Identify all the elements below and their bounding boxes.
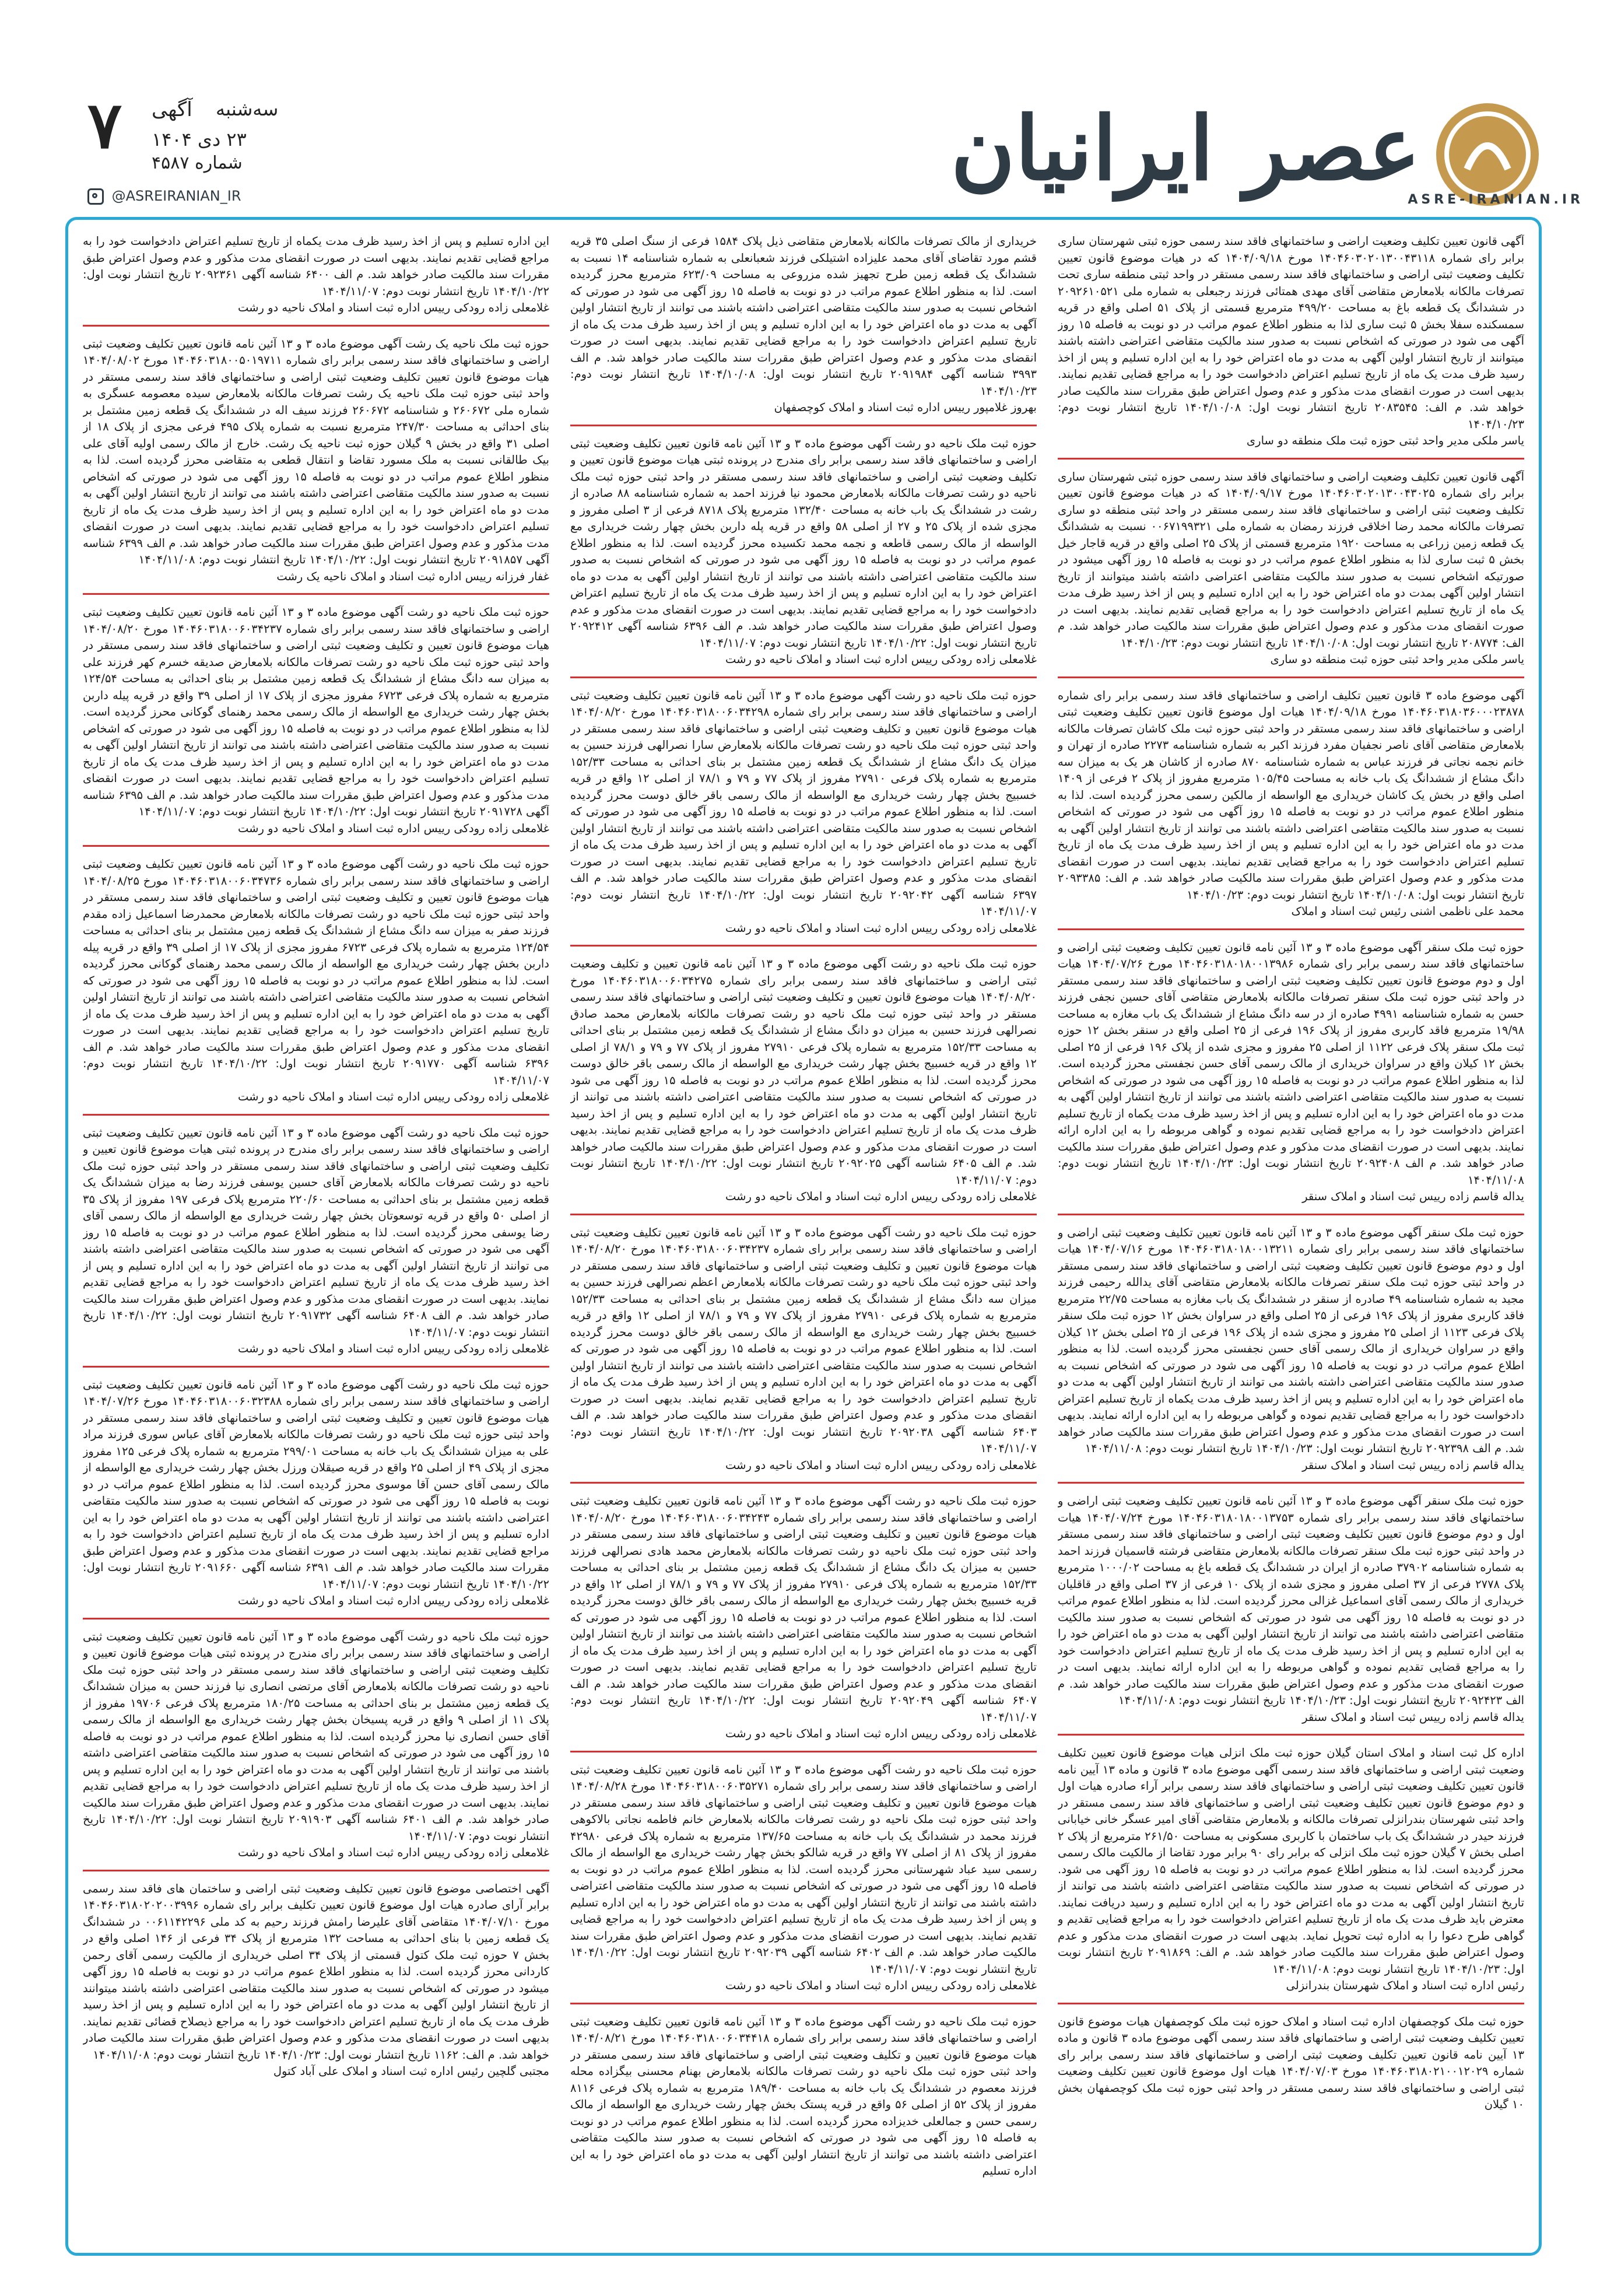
ad-body: آگهی اختصاصی موضوع قانون تعیین تکلیف وضعیت ثبتی اراضی و ساختمان های فاقد سند رسمی برابر آرای صادره هیات اول موضوع قانون تعیین تکلیف برابر رای شماره ۱۴۰۴۶۰۳۱۸۰۲۰۲۰۰۳۹۹۶ مورخ ۱۴۰۴/۰۷/۱۰ متقاضی آقای علیرضا رامش فرزند رحیم به کد ملی ۰۰۶۱۱۴۲۲۹۶ در ششدانگ یک قطعه زمین با بنای احداثی به مساحت ۱۳۲ مترمربع از پلاک ۳۴ فرعی از ۱۴۶ اصلی واقع در بخش ۷ حوزه ثبت ملک کتول قسمتی از پلاک ۳۴ اصلی خریداری از مالکیت رسمی آقای رحمن کاردانی محرز گردیده است. لذا به منظور اطلاع عموم مراتب در دو نوبت به فاصله ۱۵ روز آگهی میشود در صورتی که اشخاص نسبت به صدور سند مالکیت متقاضی اعتراضی داشته باشند میتوانند از تاریخ انتشار اولین آگهی به مدت دو ماه اعتراض خود را به این اداره تسلیم و پس از اخذ رسید ظرف مدت یک ماه از تاریخ تسلیم اعتراض دادخواست خود را به مراجع ذیصلاح قضائی تقدیم نمایند. بدیهی است در صورت انقضای مدت مذکور و عدم وصول اعتراض طبق مقررات سند مالکیت صادر خواهد شد. م الف: ۱۱۶۲ تاریخ انتشار نوبت اول: ۱۴۰۴/۱۰/۲۳ تاریخ انتشار نوبت دوم: ۱۴۰۴/۱۱/۰۸ [83,1881,549,2062]
ad-signature: بهروز غلامپور رییس اداره ثبت اسناد و املاک کوچصفهان [774,401,1037,414]
ad-separator [570,1214,1037,1215]
legal-ad [83,856,549,1106]
legal-ad [570,436,1037,668]
legal-ad [83,336,549,586]
ad-separator [1058,2003,1524,2004]
ad-signature: غلامعلی زاده رودکی رییس اداره ثبت اسناد و املاک ناحیه دو رشت [725,1727,1037,1740]
ad-body: حوزه ثبت ملک ناحیه دو رشت آگهی موضوع ماده ۳ و ۱۳ آئین نامه قانون تعیین تکلیف وضعیت ثبتی اراضی و ساختمانهای فاقد سند رسمی برابر رای مندرج در پرونده ثبتی هیات موضوع قانون تعیین و تکلیف وضعیت ثبتی اراضی و ساختمانهای فاقد سند رسمی مستقر در واحد ثبتی حوزه ثبت ملک ناحیه دو رشت تصرفات مالکانه بلامعارض آقای مرتضی انصاری نیا فرزند حسن به میزان ششدانگ یک قطعه زمین مشتمل بر بنای احداثی به مساحت ۱۸۰/۲۵ مترمربع پلاک فرعی ۱۹۷۰۶ مفروز از پلاک ۱۱ از اصلی ۹ واقع در قریه پسیخان بخش چهار رشت خریداری مع الواسطه از مالک رسمی آقای حسن انصاری نیا محرز گردیده است. لذا به منظور اطلاع عموم مراتب در دو نوبت به فاصله ۱۵ روز آگهی می شود در صورتی که اشخاص نسبت به صدور سند مالکیت متقاضی اعتراضی داشته باشند می توانند از تاریخ انتشار اولین آگهی به مدت دو ماه اعتراض خود را به این اداره تسلیم و پس از اخذ رسید ظرف مدت یک ماه از تاریخ تسلیم اعتراض دادخواست خود را به مراجع قضایی تقدیم نمایند. بدیهی است در صورت انقضای مدت مذکور و عدم وصول اعتراض طبق مقررات سند مالکیت صادر خواهد شد. م الف ۶۴۰۱ شناسه آگهی ۲۰۹۱۹۰۳ تاریخ انتشار نوبت اول: ۱۴۰۴/۱۰/۲۲ تاریخ انتشار نوبت دوم: ۱۴۰۴/۱۱/۰۷ [83,1629,549,1843]
ad-signature: غلامعلی زاده رودکی رییس اداره ثبت اسناد و املاک ناحیه دو رشت [238,301,549,314]
page-number: ۷ [87,87,122,163]
legal-ad [83,604,549,837]
ad-separator [1058,1734,1524,1736]
column-2 [570,233,1037,2239]
social-handle[interactable] [87,188,241,205]
issue-number: شماره ۴۵۸۷ [152,153,243,173]
page-info [87,87,367,175]
ad-body: آگهی قانون تعیین تکلیف وضعیت اراضی و ساختمانهای فاقد سند رسمی حوزه ثبتی شهرستان ساری برابر رای شماره ۱۴۰۴۶۰۳۰۲۰۱۳۰۰۴۳۰۲۵ مورخ ۱۴۰۴/۰۹/۱۷ که در هیات موضوع قانون تعیین تکلیف وضعیت ثبتی اراضی و ساختمانهای فاقد سند رسمی مستقر در واحد ثبتی منطقه دو ساری تصرفات مالکانه محمد رضا اخلاقی فرزند رمضان به شماره ملی ۰۰۶۷۱۹۹۳۲۱ نسبت به ششدانگ یک قطعه زمین زراعی به مساحت ۱۹۲۰ مترمربع قسمتی از پلاک ۲۵ اصلی واقع در قریه قاجار خیل بخش ۵ ثبت ساری لذا به منظور اطلاع عموم مراتب در دو نوبت به فاصله ۱۵ روز آگهی میشود در صورتیکه اشخاص نسبت به صدور سند مالکیت متقاضی اعتراضی داشته باشند میتوانند از تاریخ انتشار اولین آگهی بمدت دو ماه اعتراض خود را به این اداره تسلیم و پس از اخذ رسید ظرف مدت یک ماه از تاریخ تسلیم اعتراض دادخواست خود را به مراجع قضایی تقدیم نمایند. بدیهی است در صورت انقضای مدت مذکور و عدم وصول اعتراض طبق مقررات سند مالکیت صادر خواهد شد. م الف: ۲۰۸۷۷۴ تاریخ انتشار نوبت اول: ۱۴۰۴/۱۰/۰۸ تاریخ انتشار نوبت دوم: ۱۴۰۴/۱۰/۲۳ [1058,469,1524,650]
legal-ad [83,1629,549,1862]
ad-separator [570,425,1037,426]
ad-separator [1058,676,1524,678]
ad-signature: یاسر ملکی مدیر واحد ثبتی حوزه ثبت ملک منطقه دو ساری [1246,434,1524,447]
ad-signature: غلامعلی زاده رودکی رییس اداره ثبت اسناد و املاک ناحیه دو رشت [725,653,1037,666]
ad-body: حوزه ثبت ملک ناحیه دو رشت آگهی موضوع ماده ۳ و ۱۳ آئین نامه قانون تعیین تکلیف وضعیت ثبتی اراضی و ساختمانهای فاقد سند رسمی برابر رای شماره ۱۴۰۴۶۰۳۱۸۰۰۶۰۳۴۲۳۷ مورخ ۱۴۰۴/۰۸/۲۰ هیات موضوع قانون تعیین و تکلیف وضعیت ثبتی اراضی و ساختمانهای فاقد سند رسمی مستقر در واحد ثبتی حوزه ثبت ملک ناحیه دو رشت تصرفات مالکانه بلامعارض اعظم نصرالهی فرزند حسین به میزان سه دانگ مشاع از ششدانگ یک قطعه زمین مشتمل بر بنای احداثی به مساحت ۱۵۲/۳۳ مترمربع به شماره پلاک فرعی ۲۷۹۱۰ مفروز از پلاک ۷۷ و ۷۹ و ۷۸/۱ از اصلی ۱۲ واقع در قریه خسبیج بخش چهار رشت خریداری مع الواسطه از مالک رسمی باقر خالق دوست محرز گردیده است. لذا به منظور اطلاع عموم مراتب در دو نوبت به فاصله ۱۵ روز آگهی می شود در صورتی که اشخاص نسبت به صدور سند مالکیت متقاضی اعتراضی داشته باشند می توانند از تاریخ انتشار اولین آگهی به مدت دو ماه اعتراض خود را به این اداره تسلیم و پس از اخذ رسید ظرف مدت یک ماه از تاریخ تسلیم اعتراض دادخواست خود را به مراجع قضایی تقدیم نمایند. بدیهی است در صورت انقضای مدت مذکور و عدم وصول اعتراض طبق مقررات سند مالکیت صادر خواهد شد. م الف ۶۴۰۳ شناسه آگهی ۲۰۹۲۰۳۸ تاریخ انتشار نوبت اول: ۱۴۰۴/۱۰/۲۲ تاریخ انتشار نوبت دوم: ۱۴۰۴/۱۱/۰۷ [570,1225,1037,1455]
ad-separator [570,2003,1037,2004]
instagram-icon [87,188,104,205]
ad-signature: یداله قاسم زاده رییس ثبت اسناد و املاک سنقر [1302,1710,1524,1724]
ad-separator [570,676,1037,678]
legal-ad [570,1493,1037,1743]
ad-signature: یاسر ملکی مدیر واحد ثبتی حوزه ثبت منطقه دو ساری [1270,653,1524,666]
ad-separator [83,1618,549,1620]
legal-ad [1058,688,1524,920]
ad-separator [1058,458,1524,460]
logo-text: عصر ایرانیان [950,97,1420,200]
legal-ad [83,1881,549,2080]
legal-ad [1058,940,1524,1205]
ad-signature: غلامعلی زاده رودکی رییس اداره ثبت اسناد و املاک ناحیه دو رشت [725,1979,1037,1992]
legal-ad [570,233,1037,416]
ad-signature: مجتبی گلچین رئیس اداره ثبت اسناد و املاک علی آباد کتول [273,2064,549,2078]
column-1 [1058,233,1524,2239]
ad-signature: غلامعلی زاده رودکی رییس اداره ثبت اسناد و املاک ناحیه دو رشت [238,1342,549,1355]
ad-columns [83,233,1524,2239]
legal-ad [570,1225,1037,1474]
legal-ad [83,233,549,317]
issue-day: سه‌شنبه [216,98,279,120]
ad-separator [83,845,549,847]
ad-signature: غلامعلی زاده رودکی رییس اداره ثبت اسناد و املاک ناحیه دو رشت [238,1846,549,1859]
legal-ad [1058,469,1524,668]
ad-body: این اداره تسلیم و پس از اخذ رسید ظرف مدت یکماه از تاریخ تسلیم اعتراض دادخواست خود را به مراجع قضایی تقدیم نمایند. بدیهی است در صورت انقضای مدت مذکور و عدم وصول اعتراض طبق مقررات سند مالکیت صادر خواهد شد. م الف ۶۴۰۰ شناسه آگهی ۲۰۹۲۳۶۱ تاریخ انتشار نوبت اول: ۱۴۰۴/۱۰/۲۲ تاریخ انتشار نوبت دوم: ۱۴۰۴/۱۱/۰۷ [83,234,549,298]
ad-body: حوزه ثبت ملک ناحیه دو رشت آگهی موضوع ماده ۳ و ۱۳ آئین نامه قانون تعیین تکلیف وضعیت ثبتی اراضی و ساختمانهای فاقد سند رسمی برابر رای مندرج در پرونده ثبتی هیات موضوع قانون تعیین و تکلیف وضعیت ثبتی اراضی و ساختمانهای فاقد سند رسمی مستقر در واحد ثبتی حوزه ثبت ملک ناحیه دو رشت تصرفات مالکانه بلامعارض آقای حسین یوسفی فرزند رضا به میزان ششدانگ یک قطعه زمین مشتمل بر بنای احداثی به مساحت ۲۲۰/۶۰ مترمربع پلاک فرعی ۱۹۷ مفروز از پلاک ۳۵ از اصلی ۵۰ واقع در قریه توسعوتان بخش چهار رشت خریداری مع الواسطه از مالک رسمی آقای رضا یوسفی محرز گردیده است. لذا به منظور اطلاع عموم مراتب در دو نوبت به فاصله ۱۵ روز آگهی می شود در صورتی که اشخاص نسبت به صدور سند مالکیت متقاضی اعتراضی داشته باشند می توانند از تاریخ انتشار اولین آگهی به مدت دو ماه اعتراض خود را به این اداره تسلیم و پس از اخذ رسید ظرف مدت یک ماه از تاریخ تسلیم اعتراض دادخواست خود را به مراجع قضایی تقدیم نمایند. بدیهی است در صورت انقضای مدت مذکور و عدم وصول اعتراض طبق مقررات سند مالکیت صادر خواهد شد. م الف ۶۴۰۸ شناسه آگهی ۲۰۹۱۷۳۲ تاریخ انتشار نوبت اول: ۱۴۰۴/۱۰/۲۲ تاریخ انتشار نوبت دوم: ۱۴۰۴/۱۱/۰۷ [83,1126,549,1339]
ad-separator [1058,1214,1524,1215]
ad-body: حوزه ثبت ملک ناحیه دو رشت آگهی موضوع ماده ۳ و ۱۳ آئین نامه قانون تعیین تکلیف وضعیت ثبتی اراضی و ساختمانهای فاقد سند رسمی برابر رای شماره ۱۴۰۴۶۰۳۱۸۰۰۶۰۳۴۴۱۸ مورخ ۱۴۰۴/۰۸/۲۱ هیات موضوع قانون تعیین و تکلیف وضعیت ثبتی اراضی و ساختمانهای فاقد سند رسمی مستقر در واحد ثبتی حوزه ثبت ملک ناحیه دو رشت تصرفات مالکانه بلامعارض بهنام محسنی بیگزاده محله فرزند معصوم در ششدانگ یک باب خانه به مساحت ۱۸۹/۴۰ مترمربع به شماره پلاک فرعی ۸۱۱۶ مفروز از پلاک ۵۲ از اصلی ۵۶ واقع در قریه پستک بخش چهار رشت خریداری مع الواسطه از مالک رسمی حسن و جمالعلی خدیزاده محرز گردیده است. لذا به منظور اطلاع عموم مراتب در دو نوبت به فاصله ۱۵ روز آگهی می شود در صورتی که اشخاص نسبت به صدور سند مالکیت متقاضی اعتراضی داشته باشند می توانند از تاریخ انتشار اولین آگهی به مدت دو ماه اعتراض خود را به این اداره تسلیم [570,2014,1037,2178]
ad-separator [83,1870,549,1871]
ad-body: حوزه ثبت ملک ناحیه یک رشت آگهی موضوع ماده ۳ و ۱۳ آئین نامه قانون تعیین تکلیف وضعیت ثبتی اراضی و ساختمانهای فاقد سند رسمی برابر رای شماره ۱۴۰۴۶۰۳۱۸۰۰۵۰۱۹۷۱۱ مورخ ۱۴۰۴/۰۸/۰۲ هیات موضوع قانون تعیین تکلیف وضعیت ثبتی اراضی و ساختمانهای فاقد سند رسمی مستقر در واحد ثبتی حوزه ثبت ملک ناحیه یک رشت تصرفات مالکانه بلامعارض سیده معصومه عسگری به شماره ملی ۲۶۰۶۷۲ و شناسنامه ۲۶۰۶۷۲ فرزند سیف اله در ششدانگ یک قطعه زمین مشتمل بر بنای احداثی به مساحت ۲۴۷/۳۰ مترمربع نسبت به شماره پلاک ۴۹۵ فرعی مجزی از پلاک ۱۸ از اصلی ۳۱ واقع در بخش ۹ گیلان حوزه ثبت ناحیه یک رشت. خارج از مالک رسمی اولیه آقای علی بیک طالقانی نسبت به ملک مسورد تقاضا و انتقال قطعی به متقاضی محرز گردیده است. لذا به منظور اطلاع عموم مراتب در دو نوبت به فاصله ۱۵ روز آگهی می شود در صورتی که اشخاص نسبت به صدور سند مالکیت متقاضی اعتراضی داشته باشند می توانند از تاریخ انتشار اولین آگهی به مدت دو ماه اعتراض خود را به این اداره تسلیم و پس از اخذ رسید ظرف مدت یک ماه از تاریخ تسلیم اعتراض دادخواست خود را به مراجع قضایی تقدیم نمایند. بدیهی است در صورت انقضای مدت مذکور و عدم وصول اعتراض طبق مقررات سند مالکیت صادر خواهد شد. م الف ۶۳۹۹ شناسه آگهی ۲۰۹۱۸۵۷ تاریخ انتشار نوبت اول: ۱۴۰۴/۱۰/۲۲ تاریخ انتشار نوبت دوم: ۱۴۰۴/۱۱/۰۸ [83,336,549,566]
ad-body: حوزه ثبت ملک کوچصفهان اداره ثبت اسناد و املاک حوزه ثبت ملک کوچصفهان هیات موضوع قانون تعیین تکلیف وضعیت ثبتی اراضی و ساختمانهای فاقد سند رسمی آگهی موضوع ماده ۳ قانون و ماده ۱۳ آیین نامه قانون تعیین تکلیف وضعیت ثبتی اراضی و ساختمانهای فاقد سند رسمی برابر رای شماره ۱۴۰۴۶۰۳۱۸۰۲۱۰۰۱۲۰۲۹ مورخ ۱۴۰۴/۰۷/۰۳ هیات اول موضوع قانون تعیین تکلیف وضعیت ثبتی اراضی و ساختمانهای فاقد سند رسمی مستقر در واحد ثبتی حوزه ثبت ملک کوچصفهان بخش ۱۰ گیلان [1058,2014,1524,2111]
ad-signature: یداله قاسم زاده رییس ثبت اسناد و املاک سنقر [1302,1458,1524,1472]
ad-body: حوزه ثبت ملک ناحیه دو رشت آگهی موضوع ماده ۳ و ۱۳ آئین نامه قانون تعیین تکلیف وضعیت ثبتی اراضی و ساختمانهای فاقد سند رسمی برابر رای شماره ۱۴۰۴۶۰۳۱۸۰۰۶۰۳۵۲۷۱ مورخ ۱۴۰۴/۰۸/۲۸ هیات موضوع قانون تعیین و تکلیف وضعیت ثبتی اراضی و ساختمانهای فاقد سند رسمی مستقر در واحد ثبتی حوزه ثبت ملک ناحیه دو رشت تصرفات مالکانه بلامعارض خانم فاطمه نجاتی بالاکوهی فرزند محمد در ششدانگ یک باب خانه به مساحت ۱۳۷/۶۵ مترمربع به شماره پلاک فرعی ۴۲۹۸۰ مفروز از پلاک ۸۱ از اصلی ۷۷ واقع در قریه شالکو بخش چهار رشت خریداری مع الواسطه از مالک رسمی سید عباد شهرستانی محرز گردیده است. لذا به منظور اطلاع عموم مراتب در دو نوبت به فاصله ۱۵ روز آگهی می شود در صورتی که اشخاص نسبت به صدور سند مالکیت متقاضی اعتراضی داشته باشند می توانند از تاریخ انتشار اولین آگهی به مدت دو ماه اعتراض خود را به این اداره تسلیم و پس از اخذ رسید ظرف مدت یک ماه از تاریخ تسلیم اعتراض دادخواست خود را به مراجع قضایی تقدیم نمایند. بدیهی است در صورت انقضای مدت مذکور و عدم وصول اعتراض طبق مقررات سند مالکیت صادر خواهد شد. م الف ۶۴۰۲ شناسه آگهی ۲۰۹۲۰۳۹ تاریخ انتشار نوبت اول: ۱۴۰۴/۱۰/۲۲ تاریخ انتشار نوبت دوم: ۱۴۰۴/۱۱/۰۷ [570,1762,1037,1976]
ad-body: خریداری از مالک تصرفات مالکانه بلامعارض متقاضی ذیل پلاک ۱۵۸۴ فرعی از سنگ اصلی ۳۵ قریه قشم مورد تقاضای آقای محمد علیزاده اشتیلکی فرزند شعبانعلی به شماره شناسنامه ۱۴ نسبت به ششدانگ یک قطعه زمین طرح تجهیز شده مزروعی به مساحت ۶۲۳/۰۹ مترمربع محرز گردیده است. لذا به منظور اطلاع عموم مراتب در دو نوبت به فاصله ۱۵ روز آگهی می شود در صورتی که اشخاص نسبت به صدور سند مالکیت متقاضی اعتراضی داشته باشند می توانند از تاریخ انتشار اولین آگهی به مدت دو ماه اعتراض خود را به این اداره تسلیم و پس از اخذ رسید ظرف مدت یک ماه از تاریخ تسلیم اعتراض دادخواست خود را به مراجع قضایی تقدیم نمایند. بدیهی است در صورت انقضای مدت مذکور و عدم وصول اعتراض طبق مقررات سند مالکیت صادر خواهد شد. م الف ۳۹۹۳ شناسه آگهی ۲۰۹۱۹۸۴ تاریخ انتشار نوبت اول: ۱۴۰۴/۱۰/۰۸ تاریخ انتشار نوبت دوم: ۱۴۰۴/۱۰/۲۳ [570,234,1037,398]
ad-body: حوزه ثبت ملک ناحیه دو رشت آگهی موضوع ماده ۳ و ۱۳ آئین نامه قانون تعیین تکلیف وضعیت ثبتی اراضی و ساختمانهای فاقد سند رسمی برابر رای شماره ۱۴۰۴۶۰۳۱۸۰۰۶۰۳۴۲۹۸ مورخ ۱۴۰۴/۰۸/۲۰ هیات موضوع قانون تعیین و تکلیف وضعیت ثبتی اراضی و ساختمانهای فاقد سند رسمی مستقر در واحد ثبتی حوزه ثبت ملک ناحیه دو رشت تصرفات مالکانه بلامعارض سارا نصرالهی فرزند حسین به میزان یک دانگ مشاع از ششدانگ یک قطعه زمین مشتمل بر بنای احداثی به مساحت ۱۵۲/۳۳ مترمربع به شماره پلاک فرعی ۲۷۹۱۰ مفروز از پلاک ۷۷ و ۷۹ و ۷۸/۱ از اصلی ۱۲ واقع در قریه خسبیج بخش چهار رشت خریداری مع الواسطه از مالک رسمی باقر خالق دوست محرز گردیده است. لذا به منظور اطلاع عموم مراتب در دو نوبت به فاصله ۱۵ روز آگهی می شود در صورتی که اشخاص نسبت به صدور سند مالکیت متقاضی اعتراضی داشته باشند می توانند از تاریخ انتشار اولین آگهی به مدت دو ماه اعتراض خود را به این اداره تسلیم و پس از اخذ رسید ظرف مدت یک ماه از تاریخ تسلیم اعتراض دادخواست خود را به مراجع قضایی تقدیم نمایند. بدیهی است در صورت انقضای مدت مذکور و عدم وصول اعتراض طبق مقررات سند مالکیت صادر خواهد شد. م الف ۶۳۹۷ شناسه آگهی ۲۰۹۲۰۴۲ تاریخ انتشار نوبت اول: ۱۴۰۴/۱۰/۲۲ تاریخ انتشار نوبت دوم: ۱۴۰۴/۱۱/۰۷ [570,688,1037,918]
legal-ad [570,1762,1037,1994]
ad-separator [570,1751,1037,1752]
page-section: آگهی [152,98,192,121]
legal-ad [83,1125,549,1358]
legal-ad [1058,1745,1524,1994]
ad-body: حوزه ثبت ملک سنقر آگهی موضوع ماده ۳ و ۱۳ آئین نامه قانون تعیین تکلیف وضعیت ثبتی اراضی و ساختمانهای فاقد سند رسمی برابر رای شماره ۱۴۰۴۶۰۳۱۸۰۱۸۰۰۱۳۲۱۱ مورخ ۱۴۰۴/۰۷/۱۶ هیات اول و دوم موضوع قانون تعیین تکلیف وضعیت ثبتی اراضی و ساختمانهای فاقد سند رسمی مستقر در واحد ثبتی حوزه ثبت ملک سنقر تصرفات مالکانه بلامعارض متقاضی آقای یدالله رحیمی فرزند مجید به شماره شناسنامه ۴۹ صادره از سنقر در ششدانگ یک باب مغازه به مساحت ۲۲/۷۵ مترمربع فاقد کاربری مفروز از پلاک ۱۹۶ فرعی از ۲۵ اصلی واقع در سراوان بخش ۱۲ حوزه ثبت ملک سنقر پلاک فرعی ۱۱۲۳ از اصلی ۲۵ مفروز و مجزی شده از پلاک ۱۹۶ فرعی از ۲۵ اصلی بخش ۱۲ کیلان واقع در سراوان خریداری از مالک رسمی آقای حسن نجفستی محرز گردیده است. لذا به منظور اطلاع عموم مراتب در دو نوبت به فاصله ۱۵ روز آگهی می شود در صورتی که اشخاص نسبت به صدور سند مالکیت متقاضی اعتراضی داشته باشند می توانند از تاریخ انتشار اولین آگهی به مدت دو ماه اعتراض خود را به این اداره تسلیم و پس از اخذ رسید ظرف مدت یکماه از تاریخ تسلیم اعتراض دادخواست خود را به مراجع قضایی تقدیم نموده و گواهی مربوطه را به این اداره ارائه نمایند. بدیهی است در صورت انقضای مدت مذکور و عدم وصول اعتراض طبق مقررات سند مالکیت صادر خواهد شد. م الف ۲۰۹۲۳۹۸ تاریخ انتشار نوبت اول: ۱۴۰۴/۱۰/۲۳ تاریخ انتشار نوبت دوم: ۱۴۰۴/۱۱/۰۸ [1058,1225,1524,1455]
ad-body: حوزه ثبت ملک ناحیه دو رشت آگهی موضوع ماده ۳ و ۱۳ آئین نامه قانون تعیین تکلیف وضعیت ثبتی اراضی و ساختمانهای فاقد سند رسمی برابر رای شماره ۱۴۰۴۶۰۳۱۸۰۰۶۰۳۴۷۳۶ مورخ ۱۴۰۴/۰۸/۲۵ هیات موضوع قانون تعیین و تکلیف وضعیت ثبتی اراضی و ساختمانهای فاقد سند رسمی مستقر در واحد ثبتی حوزه ثبت ملک ناحیه دو رشت تصرفات مالکانه بلامعارض محمدرضا اسماعیل زاده مقدم فرزند صفر به میزان سه دانگ مشاع از ششدانگ یک قطعه زمین مشتمل بر بنای احداثی به مساحت ۱۲۴/۵۴ مترمربع به شماره پلاک فرعی ۶۷۲۳ مفروز مجزی از پلاک ۱۷ از اصلی ۳۹ واقع در قریه پیله داربن بخش چهار رشت خریداری مع الواسطه از مالک رسمی محمد رهنمای گوکانی محرز گردیده است. لذا به منظور اطلاع عموم مراتب در دو نوبت به فاصله ۱۵ روز آگهی می شود در صورتی که اشخاص نسبت به صدور سند مالکیت متقاضی اعتراضی داشته باشند می توانند از تاریخ انتشار اولین آگهی به مدت دو ماه اعتراض خود را به این اداره تسلیم و پس از اخذ رسید ظرف مدت یک ماه از تاریخ تسلیم اعتراض دادخواست خود را به مراجع قضایی تقدیم نمایند. بدیهی است در صورت انقضای مدت مذکور و عدم وصول اعتراض طبق مقررات سند مالکیت صادر خواهد شد. م الف ۶۳۹۶ شناسه آگهی ۲۰۹۱۷۷۰ تاریخ انتشار نوبت اول: ۱۴۰۴/۱۰/۲۲ تاریخ انتشار نوبت دوم: ۱۴۰۴/۱۱/۰۷ [83,857,549,1087]
legal-ad [1058,2014,1524,2113]
issue-date: ۲۳ دی ۱۴۰۴ [152,128,247,150]
ad-body: آگهی قانون تعیین تکلیف وضعیت اراضی و ساختمانهای فاقد سند رسمی حوزه ثبتی شهرستان ساری برابر رای شماره ۱۴۰۴۶۰۳۰۲۰۱۳۰۰۴۳۱۱۸ مورخ ۱۴۰۴/۰۹/۱۸ که در هیات موضوع قانون تعیین تکلیف وضعیت ثبتی اراضی و ساختمانهای فاقد سند رسمی مستقر در واحد ثبتی منطقه ساری تحت تصرفات مالکانه بلامعارض متقاضی آقای مهدی همتائی فرزند رجبعلی به شماره ملی ۲۰۹۲۶۱۰۵۲۱ در ششدانگ یک قطعه باغ به مساحت ۴۹۹/۲۰ مترمربع قسمتی از پلاک ۵۱ اصلی واقع در قریه سمسکنده سفلا بخش ۵ ثبت ساری لذا به منظور اطلاع عموم مراتب در دو نوبت به فاصله ۱۵ روز آگهی می شود در صورتی که اشخاص نسبت به صدور سند مالکیت متقاضی اعتراضی داشته باشند میتوانند از تاریخ انتشار اولین آگهی به مدت دو ماه اعتراض خود را به این اداره تسلیم و پس از اخذ رسید ظرف مدت یک ماه از تاریخ تسلیم اعتراض دادخواست خود را به مراجع قضایی تقدیم نمایند. بدیهی است در صورت انقضای مدت مذکور و عدم وصول اعتراض طبق مقررات سند مالکیت صادر خواهد شد. م الف: ۲۰۸۳۵۴۵ تاریخ انتشار نوبت اول: ۱۴۰۴/۱۰/۰۸ تاریخ انتشار نوبت دوم: ۱۴۰۴/۱۰/۲۳ [1058,234,1524,431]
ad-separator [1058,1482,1524,1484]
ad-body: حوزه ثبت ملک ناحیه دو رشت آگهی موضوع ماده ۳ و ۱۳ آئین نامه قانون تعیین تکلیف وضعیت ثبتی اراضی و ساختمانهای فاقد سند رسمی برابر رای شماره ۱۴۰۴۶۰۳۱۸۰۰۶۰۳۴۲۳۷ مورخ ۱۴۰۴/۰۸/۲۰ هیات موضوع قانون تعیین و تکلیف وضعیت ثبتی اراضی و ساختمانهای فاقد سند رسمی مستقر در واحد ثبتی حوزه ثبت ملک ناحیه دو رشت تصرفات مالکانه بلامعارض صدیقه خسرم کهر فرزند علی به میزان سه دانگ مشاع از ششدانگ یک قطعه زمین مشتمل بر بنای احداثی به مساحت ۱۲۴/۵۴ مترمربع به شماره پلاک فرعی ۶۷۲۳ مفروز مجزی از پلاک ۱۷ از اصلی ۳۹ واقع در قریه پیله داربن بخش چهار رشت خریداری مع الواسطه از مالک رسمی محمد رهنمای گوکانی محرز گردیده است. لذا به منظور اطلاع عموم مراتب در دو نوبت به فاصله ۱۵ روز آگهی می شود در صورتی که اشخاص نسبت به صدور سند مالکیت متقاضی اعتراضی داشته باشند می توانند از تاریخ انتشار اولین آگهی به مدت دو ماه اعتراض خود را به این اداره تسلیم و پس از اخذ رسید ظرف مدت یک ماه از تاریخ تسلیم اعتراض دادخواست خود را به مراجع قضایی تقدیم نمایند. بدیهی است در صورت انقضای مدت مذکور و عدم وصول اعتراض طبق مقررات سند مالکیت صادر خواهد شد. م الف ۶۳۹۵ شناسه آگهی ۲۰۹۱۷۲۸ تاریخ انتشار نوبت اول: ۱۴۰۴/۱۰/۲۲ تاریخ انتشار نوبت دوم: ۱۴۰۴/۱۱/۰۷ [83,605,549,818]
legal-ad [570,2014,1037,2180]
ad-body: حوزه ثبت ملک سنقر آگهی موضوع ماده ۳ و ۱۳ آئین نامه قانون تعیین تکلیف وضعیت ثبتی اراضی و ساختمانهای فاقد سند رسمی برابر رای شماره ۱۴۰۴۶۰۳۱۸۰۱۸۰۰۱۳۷۵۳ مورخ ۱۴۰۴/۰۷/۲۴ هیات اول و دوم موضوع قانون تعیین تکلیف وضعیت ثبتی اراضی و ساختمانهای فاقد سند رسمی مستقر در واحد ثبتی حوزه ثبت ملک سنقر تصرفات مالکانه بلامعارض متقاضی فرشته قاسمیان فرزند احمد به شماره شناسنامه ۳۷۹۰۲ صادره از ایران در ششدانگ یک قطعه باغ به مساحت ۱۰۰۰/۰۲ مترمربع پلاک ۲۷۷۸ فرعی از ۳۷ اصلی مفروز و مجزی شده از پلاک ۱۰ فرعی از ۳۷ اصلی واقع در قاقلیان خریداری از مالک رسمی آقای اسماعیل غزالی محرز گردیده است. لذا به منظور اطلاع عموم مراتب در دو نوبت به فاصله ۱۵ روز آگهی می شود در صورتی که اشخاص نسبت به صدور سند مالکیت متقاضی اعتراضی داشته باشند می توانند از تاریخ انتشار اولین آگهی به مدت دو ماه اعتراض خود را به این اداره تسلیم و پس از اخذ رسید ظرف مدت یک ماه از تاریخ تسلیم اعتراض دادخواست خود را به مراجع قضایی تقدیم نموده و گواهی مربوطه را به این اداره ارائه نمایند. بدیهی است در صورت انقضای مدت مذکور و عدم وصول اعتراض طبق مقررات سند مالکیت صادر خواهد شد. م الف ۲۰۹۲۴۲۳ تاریخ انتشار نوبت اول: ۱۴۰۴/۱۰/۲۳ تاریخ انتشار نوبت دوم: ۱۴۰۴/۱۱/۰۸ [1058,1494,1524,1707]
ad-separator [570,1482,1037,1484]
ad-body: حوزه ثبت ملک ناحیه دو رشت آگهی موضوع ماده ۳ و ۱۳ آئین نامه قانون تعیین تکلیف وضعیت ثبتی اراضی و ساختمانهای فاقد سند رسمی برابر رای شماره ۱۴۰۴۶۰۳۱۸۰۰۶۰۳۴۲۴۳ مورخ ۱۴۰۴/۰۸/۲۰ هیات موضوع قانون تعیین و تکلیف وضعیت ثبتی اراضی و ساختمانهای فاقد سند رسمی مستقر در واحد ثبتی حوزه ثبت ملک ناحیه دو رشت تصرفات مالکانه بلامعارض محمد هادی نصرالهی فرزند حسین به میزان یک دانگ مشاع از ششدانگ یک قطعه زمین مشتمل بر بنای احداثی به مساحت ۱۵۲/۳۳ مترمربع به شماره پلاک فرعی ۲۷۹۱۰ مفروز از پلاک ۷۷ و ۷۹ و ۷۸/۱ از اصلی ۱۲ واقع در قریه خسبیج بخش چهار رشت خریداری مع الواسطه از مالک رسمی باقر خالق دوست محرز گردیده است. لذا به منظور اطلاع عموم مراتب در دو نوبت به فاصله ۱۵ روز آگهی می شود در صورتی که اشخاص نسبت به صدور سند مالکیت متقاضی اعتراضی داشته باشند می توانند از تاریخ انتشار اولین آگهی به مدت دو ماه اعتراض خود را به این اداره تسلیم و پس از اخذ رسید ظرف مدت یک ماه از تاریخ تسلیم اعتراض دادخواست خود را به مراجع قضایی تقدیم نمایند. بدیهی است در صورت انقضای مدت مذکور و عدم وصول اعتراض طبق مقررات سند مالکیت صادر خواهد شد. م الف ۶۴۰۷ شناسه آگهی ۲۰۹۲۰۴۹ تاریخ انتشار نوبت اول: ۱۴۰۴/۱۰/۲۲ تاریخ انتشار نوبت دوم: ۱۴۰۴/۱۱/۰۷ [570,1494,1037,1724]
ad-separator [83,593,549,595]
ad-body: اداره کل ثبت اسناد و املاک استان گیلان حوزه ثبت ملک انزلی هیات موضوع قانون تعیین تکلیف وضعیت ثبتی اراضی و ساختمانهای فاقد سند رسمی آگهی موضوع ماده ۳ قانون و ماده ۱۳ آیین نامه قانون تعیین تکلیف وضعیت ثبتی اراضی و ساختمانهای فاقد سند رسمی برابر آراء صادره هیات اول و دوم موضوع قانون تعیین تکلیف وضعیت ثبتی اراضی و ساختمانهای فاقد سند رسمی مستقر در واحد ثبتی شهرستان بندرانزلی تصرفات مالکانه و بلامعارض متقاضی آقای امیر عسگر خانی خیابانی فرزند حیدر در ششدانگ یک باب ساختمان با کاربری مسکونی به مساحت ۲۶۱/۵۰ مترمربع از پلاک ۲ اصلی بخش ۷ گیلان حوزه ثبت ملک انزلی که برابر رای ۹۰ برابر مورد تقاضا از مالکیت مالک رسمی محرز گردیده است. لذا به منظور اطلاع عموم مراتب در دو نوبت به فاصله ۱۵ روز آگهی می شود. در صورتی که اشخاص نسبت به صدور سند مالکیت متقاضی اعتراضی داشته باشند می توانند از تاریخ انتشار اولین آگهی به مدت دو ماه اعتراض خود را به این اداره تسلیم و رسید دریافت نمایند. معترض باید ظرف مدت یک ماه از تاریخ تسلیم اعتراض دادخواست خود را به مراجع قضایی تقدیم و گواهی طرح دعوا را به اداره ثبت تحویل نماید. بدیهی است در صورت انقضای مدت مذکور و عدم وصول اعتراض طبق مقررات سند مالکیت صادر خواهد شد. م الف: ۲۰۹۱۸۶۹ تاریخ انتشار نوبت اول: ۱۴۰۴/۱۰/۲۳ تاریخ انتشار نوبت دوم: ۱۴۰۴/۱۱/۰۸ [1058,1746,1524,1976]
ad-signature: غفار فرزانه رییس اداره ثبت اسناد و املاک ناحیه یک رشت [276,569,549,583]
legal-ad [1058,1493,1524,1726]
ad-signature: غلامعلی زاده رودکی رییس اداره ثبت اسناد و املاک ناحیه دو رشت [238,821,549,835]
ad-signature: غلامعلی زاده رودکی رییس اداره ثبت اسناد و املاک ناحیه دو رشت [725,1458,1037,1472]
social-handle-text: @ASREIRANIAN_IR [111,188,241,204]
legal-ad [570,688,1037,937]
ad-body: حوزه ثبت ملک ناحیه دو رشت آگهی موضوع ماده ۳ و ۱۳ آئین نامه قانون تعیین تکلیف وضعیت ثبتی اراضی و ساختمانهای فاقد سند رسمی برابر رای مندرج در پرونده ثبتی هیات موضوع قانون تعیین و تکلیف وضعیت ثبتی اراضی و ساختمانهای فاقد سند رسمی مستقر در واحد ثبتی حوزه ثبت ملک ناحیه دو رشت تصرفات مالکانه بلامعارض محمود نیا فرزند احمد به شماره شناسنامه ۸۸ صادره از رشت در ششدانگ یک باب خانه به مساحت ۱۳۲/۴۰ مترمربع پلاک ۸۷۱۸ فرعی از ۳ اصلی مفروز و مجزی شده از پلاک ۲۵ و ۲۷ از اصلی ۵۸ واقع در قریه پله داربن بخش چهار رشت خریداری مع الواسطه از مالک رسمی قاطعه و نجمه محمد تکسیده محرز گردیده است. لذا به منظور اطلاع عموم مراتب در دو نوبت به فاصله ۱۵ روز آگهی می شود در صورتی که اشخاص نسبت به صدور سند مالکیت متقاضی اعتراضی داشته باشند می توانند از تاریخ انتشار اولین آگهی به مدت دو ماه اعتراض خود را به این اداره تسلیم و پس از اخذ رسید ظرف مدت یک ماه از تاریخ تسلیم اعتراض دادخواست خود را به مراجع قضایی تقدیم نمایند. بدیهی است در صورت انقضای مدت مذکور و عدم وصول اعتراض طبق مقررات سند مالکیت صادر خواهد شد. م الف ۶۳۹۶ شناسه آگهی ۲۰۹۲۴۱۲ تاریخ انتشار نوبت اول: ۱۴۰۴/۱۰/۲۲ تاریخ انتشار نوبت دوم: ۱۴۰۴/۱۱/۰۷ [570,436,1037,650]
legal-ad [1058,1225,1524,1474]
ad-separator [83,1366,549,1368]
ad-body: حوزه ثبت ملک ناحیه دو رشت آگهی موضوع ماده ۳ و ۱۳ آئین نامه قانون تعیین تکلیف وضعیت ثبتی اراضی و ساختمانهای فاقد سند رسمی برابر رای شماره ۱۴۰۴۶۰۳۱۸۰۰۶۰۳۲۳۸۸ مورخ ۱۴۰۴/۰۷/۲۶ هیات موضوع قانون تعیین و تکلیف وضعیت ثبتی اراضی و ساختمانهای فاقد سند رسمی مستقر در واحد ثبتی حوزه ثبت ملک ناحیه دو رشت تصرفات مالکانه بلامعارض آقای عباس سوری فرزند مراد علی به میزان ششدانگ یک باب خانه به مساحت ۲۹۹/۰۱ مترمربع به شماره پلاک فرعی ۱۲۵ مفروز مجزی از پلاک ۴۹ از اصلی ۲۵ واقع در قریه صیقلان ورزل بخش چهار رشت خریداری مع الواسطه از مالک رسمی آقای حسن آقا موسوی محرز گردیده است. لذا به منظور اطلاع عموم مراتب در دو نوبت به فاصله ۱۵ روز آگهی می شود در صورتی که اشخاص نسبت به صدور سند مالکیت متقاضی اعتراضی داشته باشند می توانند از تاریخ انتشار اولین آگهی به مدت دو ماه اعتراض خود را به این اداره تسلیم و پس از اخذ رسید ظرف مدت یک ماه از تاریخ تسلیم اعتراض دادخواست خود را به مراجع قضایی تقدیم نمایند. بدیهی است در صورت انقضای مدت مذکور و عدم وصول اعتراض طبق مقررات سند مالکیت صادر خواهد شد. م الف ۶۳۹۱ شناسه آگهی ۲۰۹۱۶۶۰ تاریخ انتشار نوبت اول: ۱۴۰۴/۱۰/۲۲ تاریخ انتشار نوبت دوم: ۱۴۰۴/۱۱/۰۷ [83,1377,549,1591]
column-3 [83,233,549,2239]
ad-body: آگهی موضوع ماده ۳ قانون تعیین تکلیف اراضی و ساختمانهای فاقد سند رسمی برابر رای شماره ۱۴۰۴۶۰۳۱۸۰۳۶۰۰۰۲۳۸۷۸ مورخ ۱۴۰۴/۰۹/۱۸ هیات اول موضوع قانون تعیین تکلیف وضعیت ثبتی اراضی و ساختمانهای فاقد سند رسمی مستقر در واحد ثبتی حوزه ثبت ملک کاشان تصرفات مالکانه بلامعارض متقاضی آقای ناصر نجفیان مفرد فرزند اکبر به شماره شناسنامه ۲۲۷۳ صادره از تهران و خانم نجمه نجاتی فر فرزند عباس به شماره شناسنامه ۸۷۰ صادره از کاشان هر یک به میزان سه دانگ مشاع از ششدانگ یک باب خانه به مساحت ۱۰۵/۴۵ مترمربع مفروز از پلاک ۲ فرعی از ۱۴۰۹ اصلی واقع در بخش یک کاشان خریداری مع الواسطه از مالکین رسمی محرز گردیده است. لذا به منظور اطلاع عموم مراتب در دو نوبت به فاصله ۱۵ روز آگهی می شود در صورتی که اشخاص نسبت به صدور سند مالکیت متقاضی اعتراضی داشته باشند می توانند از تاریخ انتشار اولین آگهی به مدت دو ماه اعتراض خود را به این اداره تسلیم و پس از اخذ رسید ظرف مدت یک ماه از تاریخ تسلیم اعتراض دادخواست خود را به مراجع قضایی تقدیم نمایند. بدیهی است در صورت انقضای مدت مذکور و عدم وصول اعتراض طبق مقررات سند مالکیت صادر خواهد شد. م الف: ۲۰۹۳۳۸۵ تاریخ انتشار نوبت اول: ۱۴۰۴/۱۰/۰۸ تاریخ انتشار نوبت دوم: ۱۴۰۴/۱۰/۲۳ [1058,688,1524,902]
ad-separator [570,945,1037,947]
legal-ad [1058,233,1524,450]
legal-ad [570,956,1037,1205]
ad-body: حوزه ثبت ملک ناحیه دو رشت آگهی موضوع ماده ۳ و ۱۳ آئین نامه قانون تعیین و تکلیف وضعیت ثبتی اراضی و ساختمانهای فاقد سند رسمی برابر رای شماره ۱۴۰۴۶۰۳۱۸۰۰۶۰۳۴۲۷۵ مورخ ۱۴۰۴/۰۸/۲۰ هیات موضوع قانون تعیین و تکلیف وضعیت ثبتی اراضی و ساختمانهای فاقد سند رسمی مستقر در واحد ثبتی حوزه ثبت ملک ناحیه دو رشت تصرفات مالکانه بلامعارض محمد صادق نصرالهی فرزند حسین به میزان دو دانگ مشاع از ششدانگ یک قطعه زمین مشتمل بر بنای احداثی به مساحت ۱۵۲/۳۳ مترمربع به شماره پلاک فرعی ۲۷۹۱۰ مفروز از پلاک ۷۷ و ۷۹ و ۷۸/۱ از اصلی ۱۲ واقع در قریه خسبیج بخش چهار رشت خریداری مع الواسطه از مالک رسمی باقر خالق دوست محرز گردیده است. لذا به منظور اطلاع عموم مراتب در دو نوبت به فاصله ۱۵ روز آگهی می شود در صورتی که اشخاص نسبت به صدور سند مالکیت متقاضی اعتراضی داشته باشند می توانند از تاریخ انتشار اولین آگهی به مدت دو ماه اعتراض خود را به این اداره تسلیم و پس از اخذ رسید ظرف مدت یک ماه از تاریخ تسلیم اعتراض دادخواست خود را به مراجع قضایی تقدیم نمایند. بدیهی است در صورت انقضای مدت مذکور و عدم وصول اعتراض طبق مقررات سند مالکیت صادر خواهد شد. م الف ۶۴۰۵ شناسه آگهی ۲۰۹۲۰۲۵ تاریخ انتشار نوبت اول: ۱۴۰۴/۱۰/۲۲ تاریخ انتشار نوبت دوم: ۱۴۰۴/۱۱/۰۷ [570,957,1037,1187]
ad-separator [83,325,549,327]
ad-signature: غلامعلی زاده رودکی رییس اداره ثبت اسناد و املاک ناحیه دو رشت [238,1594,549,1607]
ad-signature: رئیس اداره ثبت اسناد و املاک شهرستان بندرانزلی [1286,1979,1524,1992]
masthead [0,0,1607,216]
ad-signature: یداله قاسم زاده رییس ثبت اسناد و املاک سنقر [1302,1190,1524,1203]
ad-signature: غلامعلی زاده رودکی رییس اداره ثبت اسناد و املاک ناحیه دو رشت [725,921,1037,935]
legal-ad [83,1377,549,1610]
ad-signature: غلامعلی زاده رودکی رییس اداره ثبت اسناد و املاک ناحیه دو رشت [725,1190,1037,1203]
logo-latin-text: ASRE-IRANIAN.IR [1408,192,1584,207]
ad-body: حوزه ثبت ملک سنقر آگهی موضوع ماده ۳ و ۱۳ آئین نامه قانون تعیین تکلیف وضعیت ثبتی اراضی و ساختمانهای فاقد سند رسمی برابر رای شماره ۱۴۰۴۶۰۳۱۸۰۱۸۰۰۱۳۹۸۶ مورخ ۱۴۰۴/۰۷/۲۶ هیات اول و دوم موضوع قانون تعیین تکلیف وضعیت ثبتی اراضی و ساختمانهای فاقد سند رسمی مستقر در واحد ثبتی حوزه ثبت ملک سنقر تصرفات مالکانه بلامعارض متقاضی آقای حسین نجفی فرزند حسن به شماره شناسنامه ۴۹۹۱ صادره از در سه دانگ مشاع از ششدانگ یک باب مغازه به مساحت ۱۹/۹۸ مترمربع فاقد کاربری مفروز از پلاک ۱۹۶ فرعی از ۲۵ اصلی واقع در سنقر بخش ۱۲ حوزه ثبت ملک سنقر پلاک فرعی ۱۱۲۲ از اصلی ۲۵ مفروز و مجزی شده از پلاک ۱۹۶ فرعی از ۲۵ اصلی بخش ۱۲ کیلان واقع در سراوان خریداری از مالک رسمی آقای حسن نجفستی محرز گردیده است. لذا به منظور اطلاع عموم مراتب در دو نوبت به فاصله ۱۵ روز آگهی می شود در صورتی که اشخاص نسبت به صدور سند مالکیت متقاضی اعتراضی داشته باشند می توانند از تاریخ انتشار اولین آگهی به مدت دو ماه اعتراض خود را به این اداره تسلیم و پس از اخذ رسید ظرف مدت یکماه از تاریخ تسلیم اعتراض دادخواست خود را به مراجع قضایی تقدیم نموده و گواهی مربوطه را به این اداره ارائه نمایند. بدیهی است در صورت انقضای مدت مذکور و عدم وصول اعتراض طبق مقررات سند مالکیت صادر خواهد شد. م الف ۲۰۹۲۴۰۸ تاریخ انتشار نوبت اول: ۱۴۰۴/۱۰/۲۳ تاریخ انتشار نوبت دوم: ۱۴۰۴/۱۱/۰۸ [1058,940,1524,1187]
ad-separator [1058,928,1524,930]
ad-separator [83,1114,549,1116]
ad-signature: غلامعلی زاده رودکی رییس اداره ثبت اسناد و املاک ناحیه دو رشت [238,1090,549,1103]
ad-signature: محمد علی ناظمی اشنی رئیس ثبت اسناد و املاک [1291,905,1524,918]
